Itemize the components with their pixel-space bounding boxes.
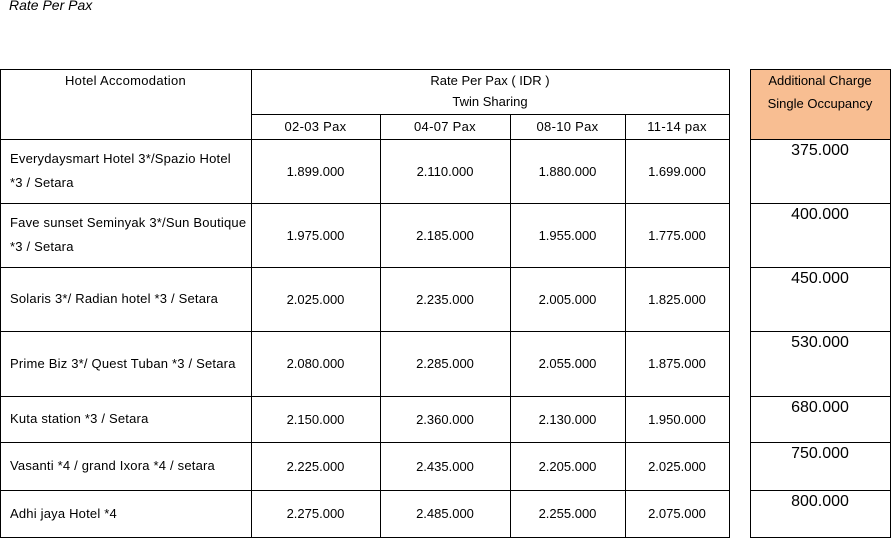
rate-cell: 1.775.000: [648, 227, 706, 243]
rate-cell: 2.360.000: [416, 411, 474, 427]
rate-cell: 2.275.000: [286, 506, 345, 521]
rate-cell: 2.225.000: [286, 458, 345, 474]
table-border: [0, 331, 730, 332]
table-border: [251, 114, 729, 115]
rate-cell: 2.025.000: [648, 458, 706, 474]
rate-cell: 2.055.000: [538, 356, 597, 371]
table-border: [729, 69, 730, 537]
table-border: [750, 396, 891, 397]
rate-cell: 2.205.000: [538, 458, 597, 474]
header-pax: 11-14 pax: [647, 119, 707, 134]
rate-cell: 2.185.000: [416, 227, 474, 243]
header-pax: 04-07 Pax: [414, 119, 476, 134]
rate-cell: 2.150.000: [286, 411, 345, 427]
table-border: [750, 331, 891, 332]
rate-cell: 2.435.000: [416, 458, 474, 474]
extra-charge-cell: 375.000: [791, 142, 849, 159]
rate-cell: 2.235.000: [416, 291, 474, 307]
rate-cell: 2.485.000: [416, 506, 474, 521]
rate-cell: 2.080.000: [286, 356, 345, 371]
table-border: [750, 490, 891, 491]
header-pax: 02-03 Pax: [284, 119, 347, 134]
header-hotel: Hotel Accomodation: [64, 72, 187, 88]
rate-cell: 2.025.000: [286, 291, 345, 307]
extra-charge-cell: 680.000: [791, 399, 849, 416]
table-border: [890, 69, 891, 537]
hotel-name: Fave sunset Seminyak 3*/Sun Boutique *3 / Setara: [10, 215, 247, 254]
hotel-name: Vasanti *4 / grand Ixora *4 / setara: [10, 458, 215, 473]
extra-charge-cell: 750.000: [791, 445, 849, 462]
table-border: [750, 203, 891, 204]
extra-charge-cell: 800.000: [791, 493, 849, 510]
hotel-name: Prime Biz 3*/ Quest Tuban *3 / Setara: [10, 355, 236, 371]
rate-cell: 2.075.000: [648, 506, 706, 521]
rate-cell: 2.110.000: [416, 163, 474, 179]
extra-charge-cell: 530.000: [791, 334, 849, 351]
table-border: [750, 139, 891, 140]
table-border: [0, 267, 730, 268]
table-border: [0, 203, 730, 204]
table-border: [510, 114, 511, 537]
table-border: [251, 69, 252, 537]
extra-charge-cell: 400.000: [791, 206, 849, 223]
rate-cell: 1.875.000: [648, 356, 706, 371]
rate-cell: 1.699.000: [648, 163, 706, 179]
table-border: [0, 442, 730, 443]
rate-cell: 2.005.000: [538, 291, 597, 307]
header-extra-line1: Additional Charge: [768, 72, 872, 88]
rate-cell: 1.975.000: [286, 227, 345, 243]
table-border: [0, 396, 730, 397]
table-border: [750, 69, 891, 70]
table-border: [0, 139, 730, 140]
table-border: [750, 442, 891, 443]
rate-cell: 2.130.000: [538, 411, 597, 427]
table-border: [0, 69, 1, 537]
hotel-name: Adhi jaya Hotel *4: [10, 505, 117, 521]
hotel-name: Solaris 3*/ Radian hotel *3 / Setara: [10, 291, 219, 306]
table-border: [380, 114, 381, 537]
rate-cell: 1.825.000: [648, 291, 706, 307]
rate-cell: 2.255.000: [538, 506, 597, 521]
table-border: [750, 69, 751, 537]
header-pax: 08-10 Pax: [536, 119, 599, 134]
header-rate-line1: Rate Per Pax ( IDR ): [430, 72, 550, 88]
rate-cell: 2.285.000: [416, 356, 474, 371]
header-rate-line2: Twin Sharing: [452, 93, 528, 109]
page-title: Rate Per Pax: [9, 0, 93, 13]
hotel-name: Everydaysmart Hotel 3*/Spazio Hotel *3 / Setara: [10, 151, 231, 190]
rate-cell: 1.899.000: [286, 163, 345, 179]
extra-charge-cell: 450.000: [791, 270, 849, 287]
table-border: [625, 114, 626, 537]
rate-cell: 1.950.000: [648, 411, 706, 427]
table-border: [0, 490, 730, 491]
header-extra-line2: Single Occupancy: [767, 95, 873, 111]
rate-cell: 1.880.000: [538, 163, 597, 179]
table-border: [0, 69, 730, 70]
hotel-name: Kuta station *3 / Setara: [10, 411, 149, 426]
table-border: [750, 267, 891, 268]
rate-cell: 1.955.000: [538, 227, 597, 243]
